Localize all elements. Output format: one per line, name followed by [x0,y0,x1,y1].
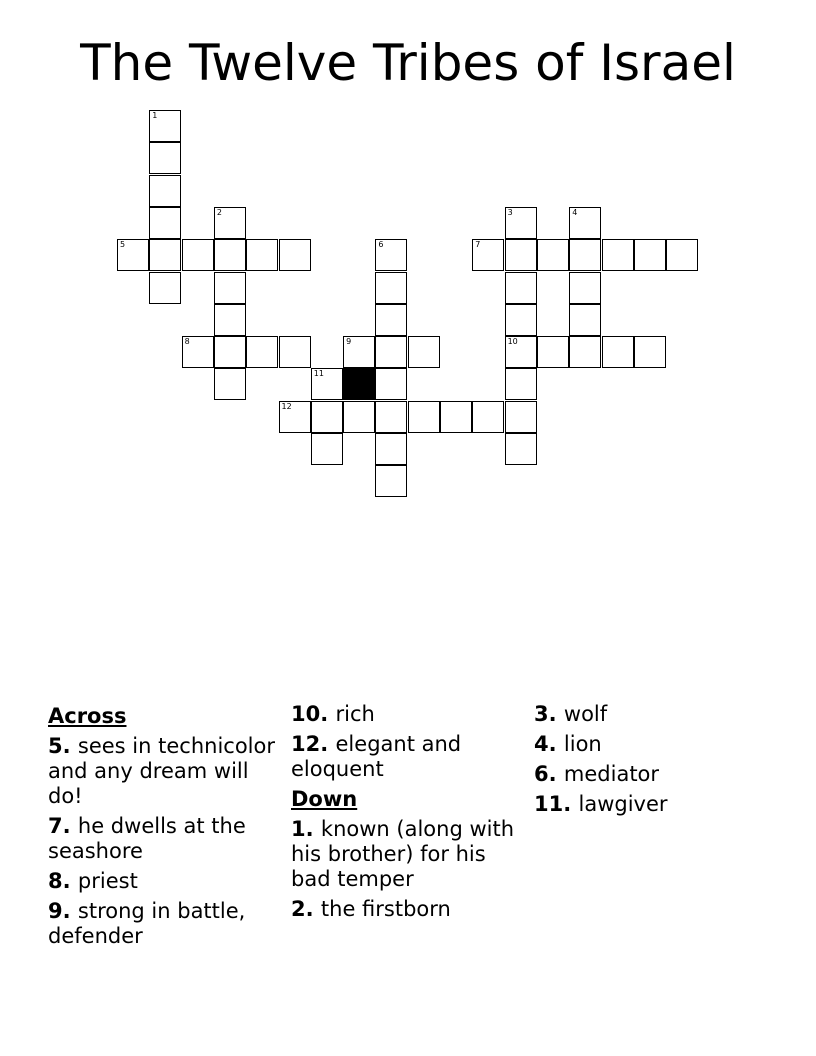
down-clue [534,792,766,817]
crossword-cell[interactable] [408,336,440,368]
crossword-cell[interactable] [666,239,698,271]
crossword-cell[interactable] [375,368,407,400]
clue-text: the firstborn [320,897,451,921]
crossword-cell[interactable] [214,368,246,400]
clue-number: 10. [291,702,336,726]
across-clue [291,732,523,782]
clue-number: 11. [534,792,579,816]
clue-text: wolf [563,702,608,726]
clue-number-7: 7 [475,240,481,250]
crossword-cell[interactable] [505,239,537,271]
crossword-cell[interactable] [505,401,537,433]
crossword-cell[interactable] [537,239,569,271]
down-clue [291,817,523,892]
clue-number-3: 3 [507,207,513,217]
clue-number: 8. [48,869,78,893]
crossword-cell-3[interactable] [505,207,537,239]
crossword-cell[interactable] [472,401,504,433]
clue-number: 9. [48,899,78,923]
clue-number-1: 1 [152,111,158,120]
crossword-cell-7[interactable] [472,239,504,271]
clue-text: elegant and eloquent [291,732,462,781]
clue-text: lion [563,732,602,756]
clue-number-11: 11 [313,369,324,379]
down-heading: Down [291,787,358,811]
crossword-cell[interactable] [505,433,537,465]
down-clue-list-continued [534,702,766,817]
crossword-cell[interactable] [311,433,343,465]
crossword-cell[interactable] [569,336,601,368]
clue-number: 2. [291,897,321,921]
clue-number: 4. [534,732,564,756]
clue-number-8: 8 [184,337,190,347]
clue-number: 3. [534,702,564,726]
clue-number-9: 9 [346,337,352,347]
crossword-cell[interactable] [311,401,343,433]
clue-number-2: 2 [216,207,222,217]
crossword-cell[interactable] [505,272,537,304]
crossword-cell[interactable] [149,239,181,271]
crossword-cell-1[interactable] [149,110,181,142]
clue-number: 6. [534,762,564,786]
clue-text: lawgiver [578,792,668,816]
clue-text: sees in technicolor and any dream will do! [48,734,275,808]
crossword-cell[interactable] [149,175,181,207]
crossword-cell[interactable] [214,272,246,304]
crossword-cell[interactable] [440,401,472,433]
crossword-cell[interactable] [505,304,537,336]
clue-number: 7. [48,814,78,838]
across-heading: Across [48,704,127,728]
crossword-cell-11[interactable] [311,368,343,400]
across-clue-list-continued [291,702,523,782]
clues-column-2 [291,702,523,927]
clues-column-3 [534,702,766,822]
crossword-cell[interactable] [602,239,634,271]
clue-number-12: 12 [281,401,292,411]
crossword-cell-2[interactable] [214,207,246,239]
clue-number-5: 5 [120,240,126,250]
crossword-cell-8[interactable] [182,336,214,368]
clue-text: he dwells at the seashore [48,814,246,863]
crossword-cell[interactable] [149,272,181,304]
clue-text: priest [77,869,138,893]
clue-number-10: 10 [507,337,518,347]
clue-text: strong in battle, defender [48,899,246,948]
down-clue [534,732,766,757]
across-clue [48,869,280,894]
crossword-cell[interactable] [182,239,214,271]
across-clue [48,734,280,809]
crossword-cell[interactable] [214,239,246,271]
clue-text: rich [335,702,375,726]
clue-text: known (along with his brother) for his bad temper [291,817,514,891]
crossword-cell[interactable] [505,368,537,400]
crossword-cell[interactable] [279,336,311,368]
crossword-cell[interactable] [375,465,407,497]
clue-text: mediator [563,762,660,786]
clue-number: 12. [291,732,336,756]
across-clue-list [48,734,280,949]
clue-number-4: 4 [572,207,578,217]
crossword-cell[interactable] [375,304,407,336]
crossword-cell[interactable] [149,142,181,174]
clue-number-6: 6 [378,240,384,250]
crossword-cell-12[interactable] [279,401,311,433]
crossword-cell[interactable] [569,239,601,271]
across-clue [48,899,280,949]
crossword-cell[interactable] [343,401,375,433]
crossword-cell[interactable] [149,207,181,239]
crossword-cell[interactable] [602,336,634,368]
clues-column-1 [48,702,280,954]
crossword-cell-10[interactable] [505,336,537,368]
crossword-cell[interactable] [375,433,407,465]
across-clue [48,814,280,864]
crossword-cell-5[interactable] [117,239,149,271]
crossword-cell[interactable] [537,336,569,368]
down-clue [291,897,523,922]
down-clue [534,762,766,787]
crossword-cell-9[interactable] [343,336,375,368]
crossword-cell[interactable] [375,401,407,433]
puzzle-title: The Twelve Tribes of Israel [80,34,736,92]
across-clue [291,702,523,727]
crossword-cell[interactable] [246,239,278,271]
crossword-cell[interactable] [408,401,440,433]
crossword-cell[interactable] [279,239,311,271]
crossword-cell[interactable] [569,304,601,336]
crossword-cell[interactable] [246,336,278,368]
crossword-cell[interactable] [634,239,666,271]
clue-number: 1. [291,817,321,841]
crossword-cell-4[interactable] [569,207,601,239]
down-clue-list [291,817,523,922]
down-clue [534,702,766,727]
crossword-cell[interactable] [214,304,246,336]
crossword-cell-6[interactable] [375,239,407,271]
crossword-cell[interactable] [375,272,407,304]
crossword-cell[interactable] [214,336,246,368]
crossword-cell[interactable] [375,336,407,368]
crossword-cell[interactable] [569,272,601,304]
crossword-cell[interactable] [634,336,666,368]
clue-number: 5. [48,734,78,758]
crossword-black-cell [343,368,375,400]
